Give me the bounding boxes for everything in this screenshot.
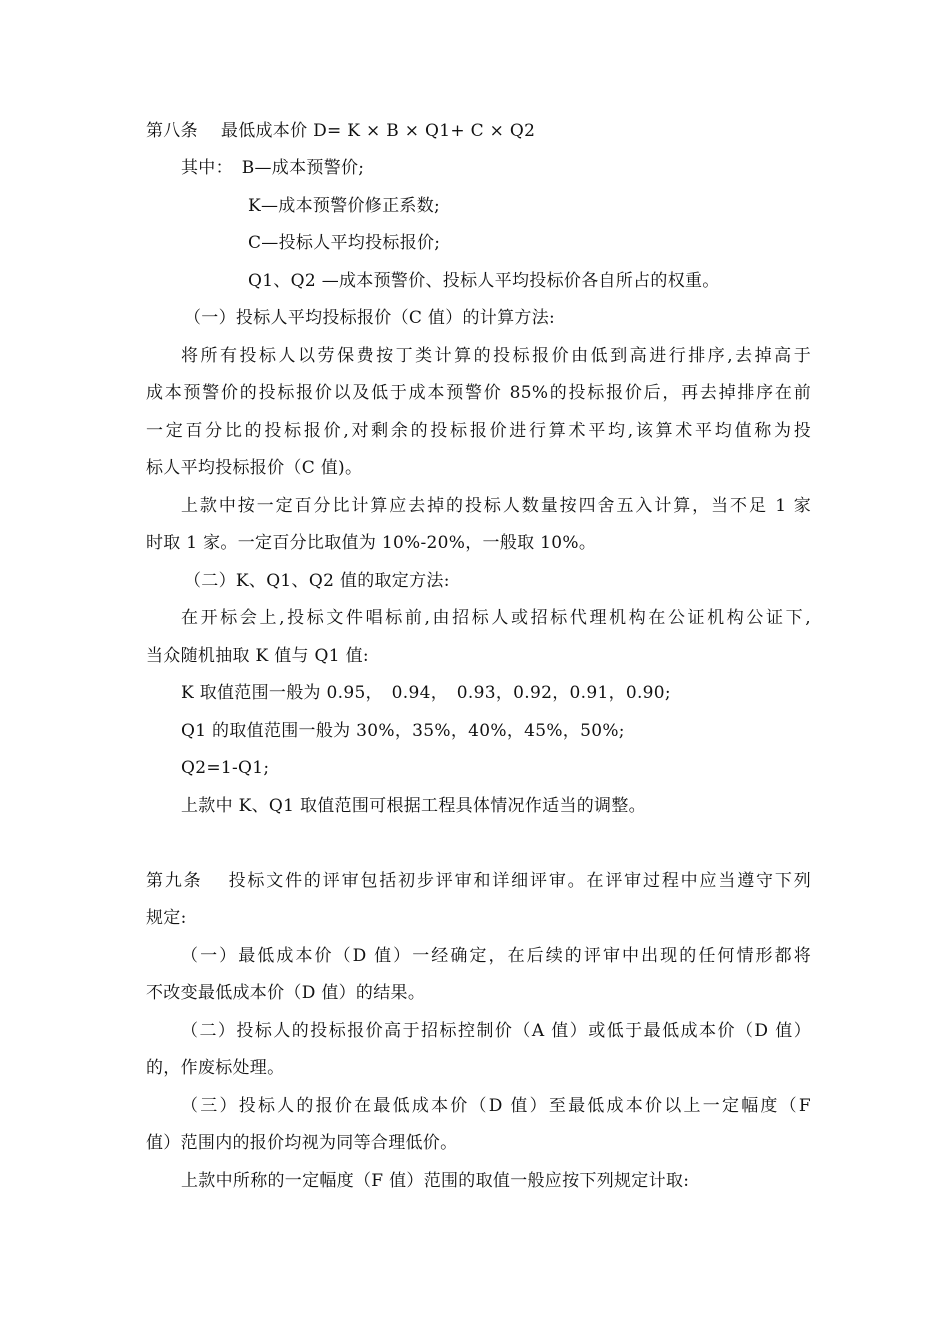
article8-sub1-p2-line1: 上款中按一定百分比计算应去掉的投标人数量按四舍五入计算，当不足 1 家 <box>181 496 811 516</box>
article8-heading: 第八条 最低成本价 D= K × B × Q1+ C × Q2 <box>146 121 536 141</box>
article8-sub1-p1-line3: 一定百分比的投标报价,对剩余的投标报价进行算术平均,该算术平均值称为投 <box>146 421 811 441</box>
article8-sub1-p1-line1: 将所有投标人以劳保费按丁类计算的投标报价由低到高进行排序,去掉高于 <box>181 346 811 366</box>
article9-heading-line1: 第九条 投标文件的评审包括初步评审和详细评审。在评审过程中应当遵守下列 <box>146 871 811 891</box>
article8-sub1-p1-line2: 成本预警价的投标报价以及低于成本预警价 85%的投标报价后，再去掉排序在前 <box>146 383 811 403</box>
article8-sub2-p1-line1: 在开标会上,投标文件唱标前,由招标人或招标代理机构在公证机构公证下, <box>181 608 811 628</box>
article8-k-range: K 取值范围一般为 0.95， 0.94， 0.93，0.92，0.91，0.90; <box>181 683 671 703</box>
article9-f-note: 上款中所称的一定幅度（F 值）范围的取值一般应按下列规定计取: <box>181 1171 690 1191</box>
article8-def-q: Q1、Q2 —成本预警价、投标人平均投标价各自所占的权重。 <box>248 271 720 291</box>
article8-sub1-p2-line2: 时取 1 家。一定百分比取值为 10%-20%，一般取 10%。 <box>146 533 597 553</box>
article9-heading-line2: 规定: <box>146 908 187 928</box>
article8-where-b: 其中： B—成本预警价; <box>181 158 365 178</box>
article9-item2-line1: （二）投标人的投标报价高于招标控制价（A 值）或低于最低成本价（D 值） <box>181 1021 811 1041</box>
article9-item1-line2: 不改变最低成本价（D 值）的结果。 <box>146 983 426 1003</box>
article8-def-k: K—成本预警价修正系数; <box>248 196 441 216</box>
article8-sub2-title: （二）K、Q1、Q2 值的取定方法: <box>184 571 450 591</box>
article8-def-c: C—投标人平均投标报价; <box>248 233 441 253</box>
article8-q2-formula: Q2=1-Q1; <box>181 758 270 778</box>
article8-q1-range: Q1 的取值范围一般为 30%，35%，40%，45%，50%; <box>181 721 625 741</box>
article9-item2-line2: 的，作废标处理。 <box>146 1058 285 1078</box>
article8-sub2-p1-line2: 当众随机抽取 K 值与 Q1 值: <box>146 646 369 666</box>
article8-sub1-p1-line4: 标人平均投标报价（C 值)。 <box>146 458 363 478</box>
article9-item3-line2: 值）范围内的报价均视为同等合理低价。 <box>146 1133 458 1153</box>
article8-sub1-title: （一）投标人平均投标报价（C 值）的计算方法: <box>184 308 556 328</box>
article9-item3-line1: （三）投标人的报价在最低成本价（D 值）至最低成本价以上一定幅度（F <box>181 1096 811 1116</box>
article8-adjust-note: 上款中 K、Q1 取值范围可根据工程具体情况作适当的调整。 <box>181 796 646 816</box>
article9-item1-line1: （一）最低成本价（D 值）一经确定，在后续的评审中出现的任何情形都将 <box>181 946 811 966</box>
